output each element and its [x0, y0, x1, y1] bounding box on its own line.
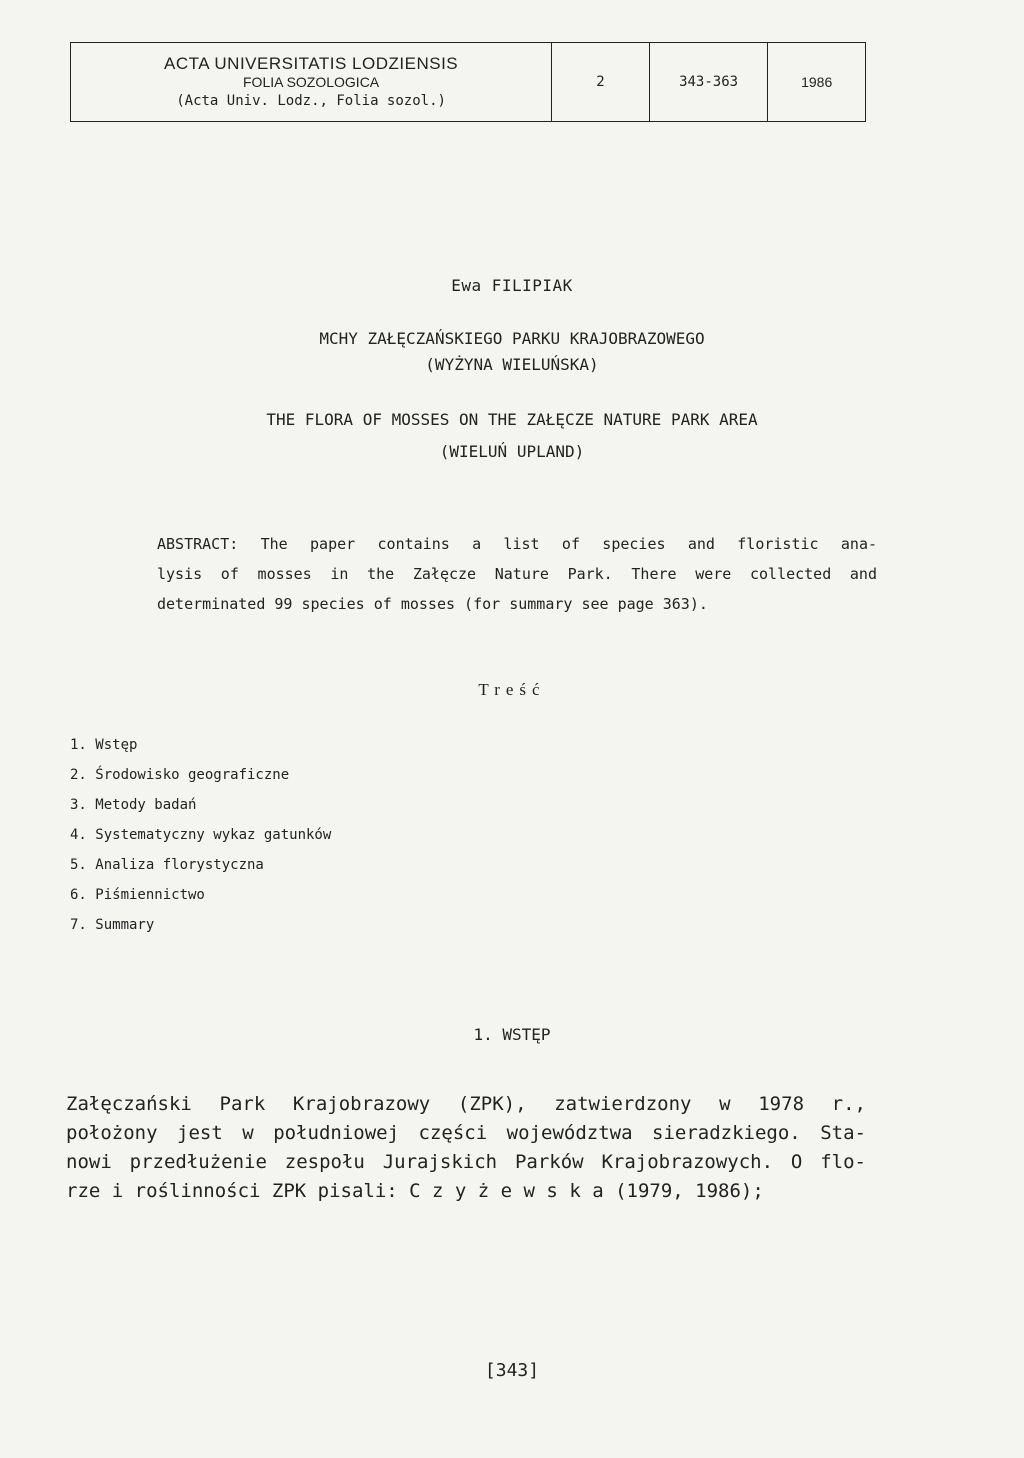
toc-item: 5. Analiza florystyczna: [70, 857, 264, 873]
abstract-line: lysis of mosses in the Załęcze Nature Park. There were collected and: [157, 565, 877, 583]
body-paragraph: [66, 1090, 866, 1206]
issue-number: 2: [552, 43, 650, 121]
polish-title-line: MCHY ZAŁĘCZAŃSKIEGO PARKU KRAJOBRAZOWEGO: [319, 329, 705, 348]
toc-item: 6. Piśmiennictwo: [70, 887, 205, 903]
journal-title: ACTA UNIVERSITATIS LODZIENSIS: [164, 53, 459, 73]
toc-item: 7. Summary: [70, 917, 155, 933]
abstract-line: determinated 99 species of mosses (for summary see page 363).: [157, 595, 708, 613]
toc-item: 2. Środowisko geograficzne: [70, 767, 290, 783]
paragraph-line: rze i roślinności ZPK pisali: C z y ż e w s k a (1979, 1986);: [66, 1180, 764, 1202]
contents-heading: Treść: [478, 680, 546, 699]
publication-year: 1986: [768, 43, 866, 121]
toc-item: 4. Systematyczny wykaz gatunków: [70, 827, 332, 843]
paragraph-line: Załęczański Park Krajobrazowy (ZPK), zatwierdzony w 1978 r.,: [66, 1093, 866, 1115]
page-range: 343-363: [650, 43, 769, 121]
toc-item: 3. Metody badań: [70, 797, 197, 813]
abstract: [157, 529, 877, 619]
table-of-contents: [70, 730, 450, 940]
journal-cell: [71, 43, 552, 121]
polish-title-line: (WYŻYNA WIELUŃSKA): [425, 355, 599, 374]
section-heading: 1. WSTĘP: [473, 1025, 551, 1044]
page-number: [343]: [484, 1360, 540, 1381]
paragraph-line: nowi przedłużenie zespołu Jurajskich Parków Krajobrazowych. O flo-: [66, 1151, 866, 1173]
abstract-line: ABSTRACT: The paper contains a list of species and floristic ana-: [157, 535, 877, 553]
journal-abbreviation: (Acta Univ. Lodz., Folia sozol.): [176, 92, 446, 109]
english-title-line: THE FLORA OF MOSSES ON THE ZAŁĘCZE NATURE PARK AREA: [266, 410, 758, 429]
paragraph-line: położony jest w południowej części województwa sieradzkiego. Sta-: [66, 1122, 866, 1144]
journal-series: FOLIA SOZOLOGICA: [243, 73, 380, 90]
english-title-line: (WIELUŃ UPLAND): [439, 442, 585, 461]
english-title: [0, 404, 1024, 468]
journal-header-table: [70, 42, 866, 122]
polish-title: [0, 326, 1024, 378]
author-name: Ewa FILIPIAK: [451, 276, 573, 295]
toc-item: 1. Wstęp: [70, 737, 138, 753]
